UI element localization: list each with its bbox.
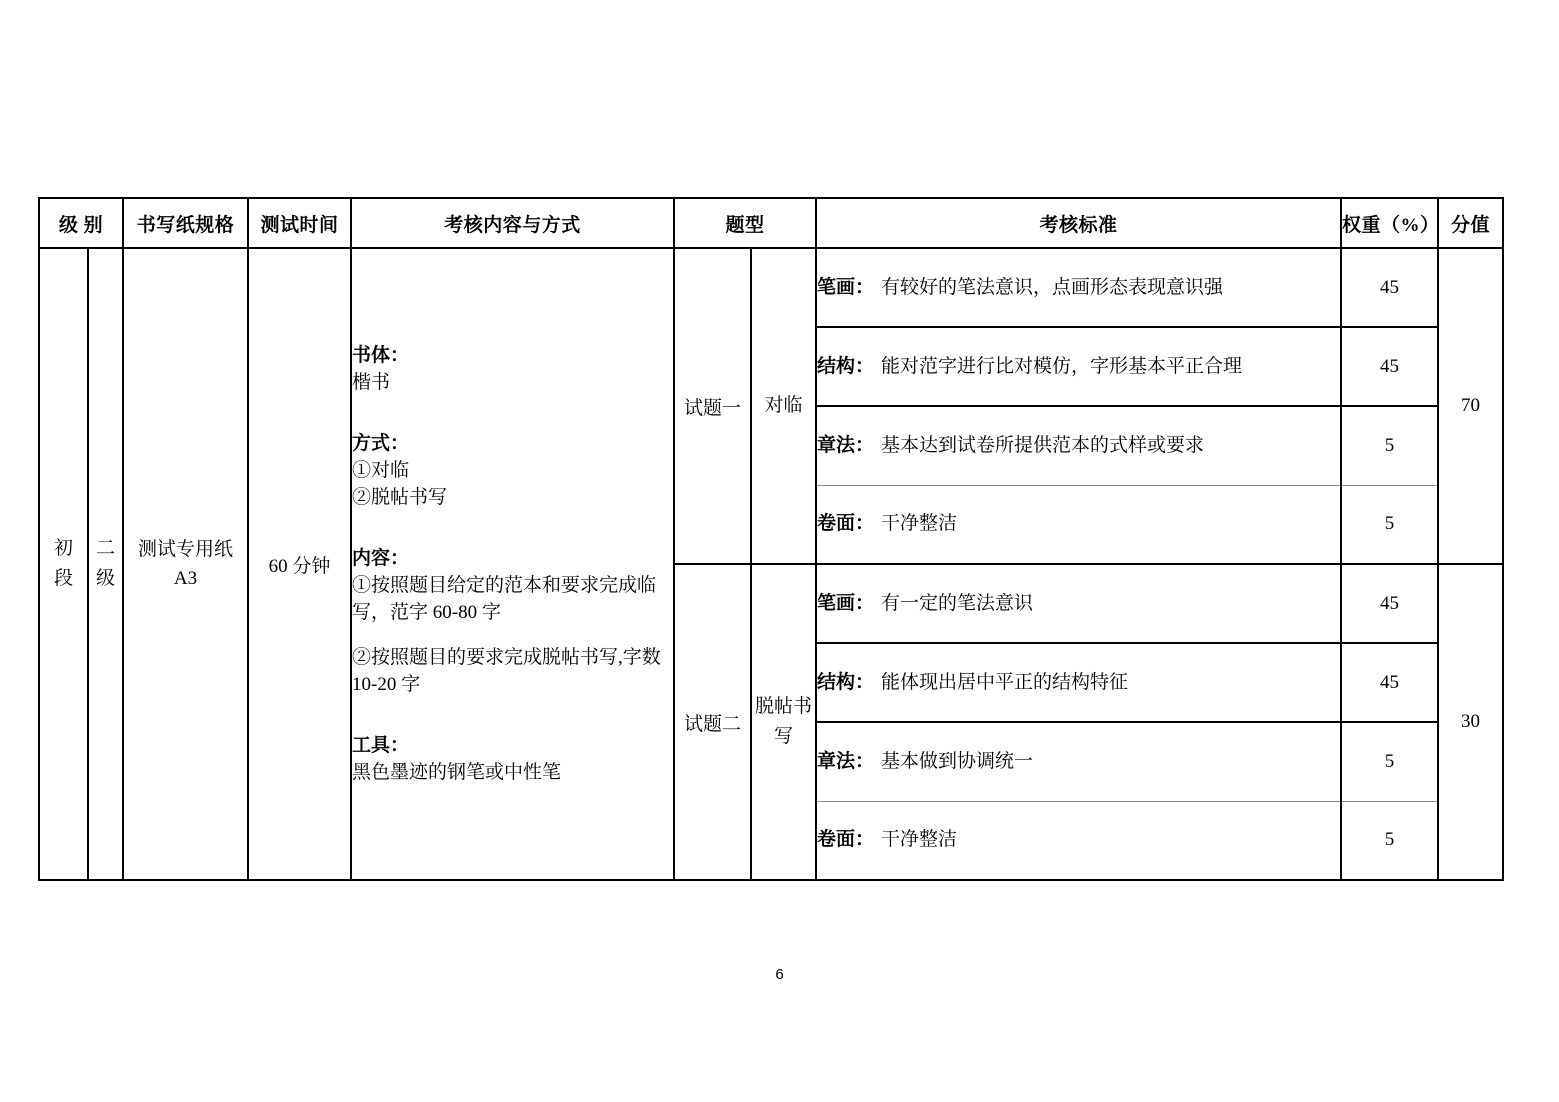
score-cell-group2: 30	[1438, 564, 1503, 880]
criterion-label: 笔画：	[817, 592, 875, 614]
cell-type-1: 对临	[751, 248, 816, 564]
criterion-text: 能对范字进行比对模仿，字形基本平正合理	[881, 355, 1243, 377]
header-score: 分值	[1438, 198, 1503, 248]
content-line: ①按照题目给定的范本和要求完成临写，范字 60-80 字	[352, 575, 657, 623]
content-line: 楷书	[352, 372, 391, 393]
criterion-cell	[816, 643, 1341, 722]
criterion-cell	[816, 248, 1341, 327]
header-standard: 考核标准	[816, 198, 1341, 248]
header-paper-spec: 书写纸规格	[123, 198, 248, 248]
cell-paper-spec	[123, 248, 248, 880]
content-label: 方式：	[352, 433, 410, 454]
stage-label: 初段	[53, 538, 73, 589]
content-section-content	[352, 545, 673, 698]
content-label: 内容：	[352, 548, 410, 569]
cell-question-2: 试题二	[674, 564, 751, 880]
cell-grade	[88, 248, 123, 880]
criterion-text: 基本达到试卷所提供范本的式样或要求	[881, 434, 1205, 456]
header-test-time: 测试时间	[248, 198, 351, 248]
grade-label: 二级	[95, 538, 115, 589]
cell-test-time: 60 分钟	[248, 248, 351, 880]
criterion-text: 能体现出居中平正的结构特征	[881, 671, 1129, 693]
content-line: ②脱帖书写	[352, 487, 448, 508]
criterion-text: 有较好的笔法意识，点画形态表现意识强	[881, 276, 1224, 298]
criterion-label: 章法：	[817, 434, 875, 456]
criterion-cell	[816, 564, 1341, 643]
weight-cell: 45	[1341, 643, 1438, 722]
header-row	[39, 198, 1503, 248]
content-section-method	[352, 430, 673, 511]
page-number: 6	[775, 966, 784, 983]
paper-spec-line1: 测试专用纸	[138, 539, 234, 560]
criterion-label: 卷面：	[817, 513, 875, 535]
header-assessment-content: 考核内容与方式	[351, 198, 674, 248]
header-level: 级 别	[39, 198, 123, 248]
cell-type-2: 脱帖书写	[751, 564, 816, 880]
weight-cell: 5	[1341, 801, 1438, 880]
criterion-label: 结构：	[817, 671, 875, 693]
cell-question-1: 试题一	[674, 248, 751, 564]
criterion-label: 卷面：	[817, 829, 875, 851]
criterion-label: 章法：	[817, 750, 875, 772]
weight-cell: 45	[1341, 564, 1438, 643]
content-label: 工具：	[352, 735, 410, 756]
header-question-type: 题型	[674, 198, 816, 248]
criterion-label: 笔画：	[817, 276, 875, 298]
weight-cell: 5	[1341, 722, 1438, 801]
criterion-text: 有一定的笔法意识	[881, 592, 1034, 614]
criteria-row	[39, 248, 1503, 327]
criterion-cell	[816, 406, 1341, 485]
content-line: ②按照题目的要求完成脱帖书写,字数 10-20 字	[352, 647, 661, 695]
criterion-text: 干净整洁	[881, 513, 958, 535]
cell-assessment-content	[351, 248, 674, 880]
criterion-text: 干净整洁	[881, 829, 958, 851]
paper-spec-line2: A3	[173, 568, 198, 589]
assessment-table	[38, 197, 1504, 881]
criterion-cell	[816, 327, 1341, 406]
score-cell-group1: 70	[1438, 248, 1503, 564]
weight-cell: 5	[1341, 485, 1438, 564]
content-label: 书体：	[352, 345, 410, 366]
weight-cell: 5	[1341, 406, 1438, 485]
criterion-cell	[816, 722, 1341, 801]
content-section-style	[352, 342, 673, 396]
header-weight: 权重（%）	[1341, 198, 1438, 248]
content-section-tools	[352, 732, 673, 786]
criterion-label: 结构：	[817, 355, 875, 377]
weight-cell: 45	[1341, 248, 1438, 327]
content-line: 黑色墨迹的钢笔或中性笔	[352, 762, 562, 783]
content-line: ①对临	[352, 460, 410, 481]
criterion-cell	[816, 485, 1341, 564]
criterion-cell	[816, 801, 1341, 880]
criterion-text: 基本做到协调统一	[881, 750, 1034, 772]
weight-cell: 45	[1341, 327, 1438, 406]
cell-stage	[39, 248, 88, 880]
